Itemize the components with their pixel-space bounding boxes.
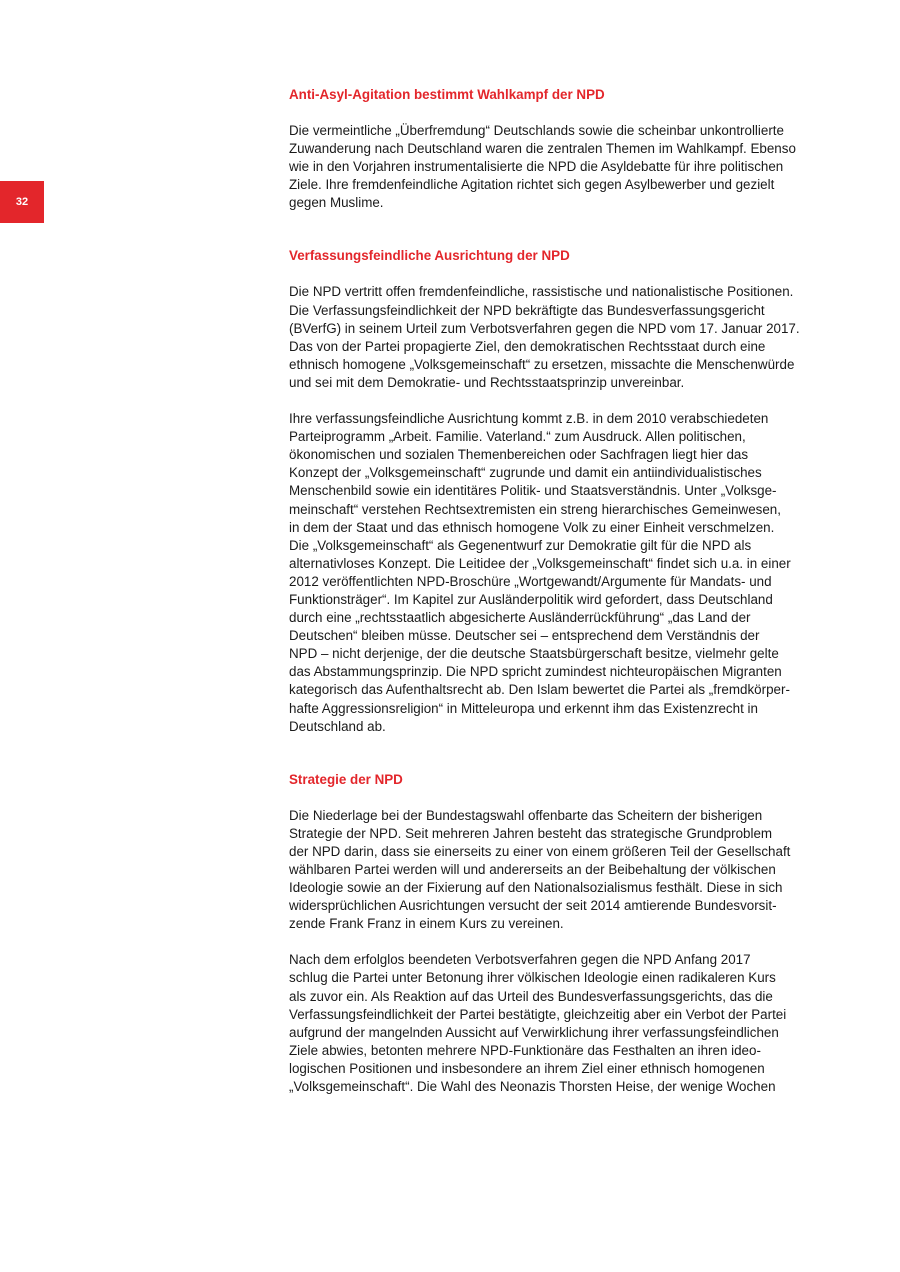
text-line: Die vermeintliche „Überfremdung“ Deutschlands sowie die scheinbar unkontrollierte xyxy=(289,123,784,138)
body-paragraph xyxy=(289,283,837,392)
text-line: logischen Positionen und insbesondere an ihrem Ziel einer ethnisch homogenen xyxy=(289,1060,765,1076)
text-line: 2012 veröffentlichten NPD-Broschüre „Wortgewandt/Argumente für Mandats- und xyxy=(289,573,772,589)
text-line: Verfassungsfeindlichkeit der Partei bestätigte, gleichzeitig aber ein Verbot der Partei xyxy=(289,1006,787,1022)
body-paragraph xyxy=(289,410,837,736)
text-line: Ideologie sowie an der Fixierung auf den Nationalsozialismus festhält. Diese in sich xyxy=(289,880,783,896)
text-line: das Abstammungsprinzip. Die NPD spricht zumindest nichteuropäischen Migranten xyxy=(289,664,782,680)
text-line: Deutschland ab. xyxy=(289,718,386,734)
text-line: Zuwanderung nach Deutschland waren die zentralen Themen im Wahlkampf. Ebenso xyxy=(289,141,796,157)
text-line: Deutschen“ bleiben müsse. Deutscher sei – entsprechend dem Verständnis der xyxy=(289,628,760,644)
text-line: Die „Volksgemeinschaft“ als Gegenentwurf zur Demokratie gilt für die NPD als xyxy=(289,537,752,553)
text-line: der NPD darin, dass sie einerseits zu einer von einem größeren Teil der Gesellschaft xyxy=(289,843,791,859)
text-line: alternativloses Konzept. Die Leitidee der „Volksgemeinschaft“ findet sich u.a. in einer xyxy=(289,555,791,571)
text-line: durch eine „rechtsstaatlich abgesicherte Ausländerrückführung“ „das Land der xyxy=(289,610,751,626)
text-line: wie in den Vorjahren instrumentalisierte die NPD die Asyldebatte für ihre politischen xyxy=(289,159,784,175)
text-line: Strategie der NPD. Seit mehreren Jahren besteht das strategische Grundproblem xyxy=(289,825,773,841)
section xyxy=(289,247,837,735)
text-line: hafte Aggressionsreligion“ in Mitteleuropa und erkennt ihm das Existenzrecht in xyxy=(289,700,758,716)
section xyxy=(289,86,837,212)
text-line: ethnisch homogene „Volksgemeinschaft“ zu ersetzen, missachte die Menschenwürde xyxy=(289,356,795,372)
text-line: schlug die Partei unter Betonung ihrer völkischen Ideologie einen radikaleren Kurs xyxy=(289,970,776,986)
page-number-tab xyxy=(0,181,44,223)
text-line: kategorisch das Aufenthaltsrecht ab. Den Islam bewertet die Partei als „fremdkörper- xyxy=(289,682,790,698)
text-line: Menschenbild sowie ein identitäres Politik- und Staatsverständnis. Unter „Volksge- xyxy=(289,483,777,499)
text-line: ökonomischen und sozialen Themenbereichen oder Sachfragen liegt hier das xyxy=(289,447,749,463)
text-line: als zuvor ein. Als Reaktion auf das Urteil des Bundesverfassungsgerichts, das die xyxy=(289,988,773,1004)
text-line: zende Frank Franz in einem Kurs zu vereinen. xyxy=(289,916,564,932)
page-number: 32 xyxy=(15,196,29,208)
text-line: gegen Muslime. xyxy=(289,195,384,211)
text-line: Ziele abwies, betonten mehrere NPD-Funktionäre das Festhalten an ihren ideo- xyxy=(289,1042,761,1058)
text-line: Ihre verfassungsfeindliche Ausrichtung kommt z.B. in dem 2010 verabschiedeten xyxy=(289,411,769,427)
text-line: wählbaren Partei werden will und andererseits an der Beibehaltung der völkischen xyxy=(289,862,776,877)
document-body xyxy=(289,86,837,1096)
text-line: Ziele. Ihre fremdenfeindliche Agitation richtet sich gegen Asylbewerber und gezielt xyxy=(289,177,775,193)
text-line: in dem der Staat und das ethnisch homogene Volk zu einer Einheit verschmelzen. xyxy=(289,519,775,535)
text-line: widersprüchlichen Ausrichtungen versucht der seit 2014 amtierende Bundesvorsit- xyxy=(289,898,777,914)
section-heading: Verfassungsfeindliche Ausrichtung der NPD xyxy=(289,248,570,264)
text-line: meinschaft“ verstehen Rechtsextremisten ein streng hierarchisches Gemeinwesen, xyxy=(289,501,781,517)
text-line: aufgrund der mangelnden Aussicht auf Verwirklichung ihrer verfassungsfeindlichen xyxy=(289,1024,779,1040)
text-line: „Volksgemeinschaft“. Die Wahl des Neonazis Thorsten Heise, der wenige Wochen xyxy=(289,1079,776,1095)
body-paragraph xyxy=(289,951,837,1096)
text-line: Die Verfassungsfeindlichkeit der NPD bekräftigte das Bundesverfassungsgericht xyxy=(289,302,765,318)
text-line: und sei mit dem Demokratie- und Rechtsstaatsprinzip unvereinbar. xyxy=(289,374,685,390)
body-paragraph xyxy=(289,122,837,212)
text-line: Nach dem erfolglos beendeten Verbotsverfahren gegen die NPD Anfang 2017 xyxy=(289,952,751,968)
text-line: Funktionsträger“. Im Kapitel zur Ausländerpolitik wird gefordert, dass Deutschland xyxy=(289,591,773,607)
section-heading: Anti-Asyl-Agitation bestimmt Wahlkampf der NPD xyxy=(289,87,605,102)
text-line: Das von der Partei propagierte Ziel, den demokratischen Rechtsstaat durch eine xyxy=(289,338,766,354)
section-heading: Strategie der NPD xyxy=(289,771,403,787)
section xyxy=(289,771,837,1096)
text-line: Die NPD vertritt offen fremdenfeindliche, rassistische und nationalistische Positionen. xyxy=(289,284,794,300)
text-line: Konzept der „Volksgemeinschaft“ zugrunde und damit ein antiindividualistisches xyxy=(289,465,762,481)
text-line: (BVerfG) in seinem Urteil zum Verbotsverfahren gegen die NPD vom 17. Januar 2017. xyxy=(289,320,800,336)
body-paragraph xyxy=(289,807,837,934)
text-line: NPD – nicht derjenige, der die deutsche Staatsbürgerschaft besitze, vielmehr gelte xyxy=(289,646,779,662)
text-line: Die Niederlage bei der Bundestagswahl offenbarte das Scheitern der bisherigen xyxy=(289,807,763,823)
text-line: Parteiprogramm „Arbeit. Familie. Vaterland.“ zum Ausdruck. Allen politischen, xyxy=(289,429,746,445)
